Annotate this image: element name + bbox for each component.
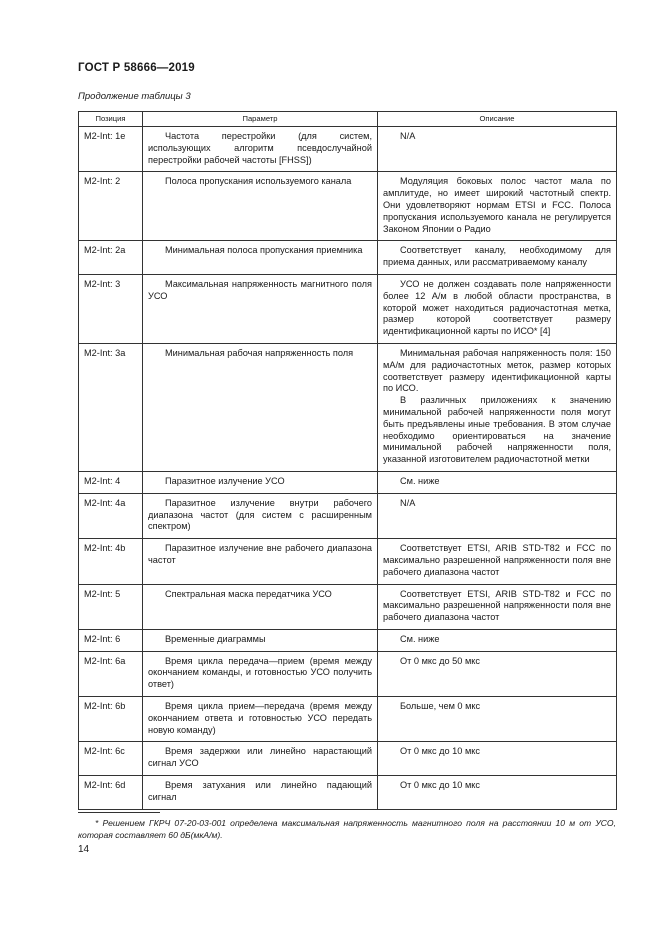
description-cell	[378, 742, 617, 776]
table-row	[79, 241, 617, 275]
parameter-cell: Минимальная полоса пропускания приемника	[143, 241, 378, 275]
parameter-cell: Время затухания или линейно падающий сигнал	[143, 776, 378, 810]
table-row	[79, 539, 617, 584]
table-row	[79, 629, 617, 651]
document-header: ГОСТ Р 58666—2019	[78, 62, 195, 74]
parameter-cell: Время цикла передача—прием (время между окончанием команды, и готовностью УСО получить ответ)	[143, 651, 378, 696]
table-row	[79, 493, 617, 538]
position-cell: M2-Int: 6c	[79, 742, 143, 776]
column-header-description: Описание	[378, 112, 617, 127]
table-row	[79, 651, 617, 696]
position-cell: M2-Int: 4a	[79, 493, 143, 538]
table-row	[79, 697, 617, 742]
table-row	[79, 274, 617, 343]
description-paragraph: УСО не должен создавать поле напряженности более 12 А/м в любой области пространства, в которой может находиться радиочастотная метка, размер которой соответствует размеру идентификационной карты по ИСО* [4]	[383, 278, 611, 337]
table-row	[79, 471, 617, 493]
spec-table	[78, 111, 617, 810]
description-cell	[378, 172, 617, 241]
description-cell	[378, 629, 617, 651]
description-paragraph: См. ниже	[400, 633, 440, 644]
description-paragraph: Модуляция боковых полос частот мала по амплитуде, но имеет широкий частотный спектр. Они удовлетворяют нормам ETSI и FCC. Полоса пропускания используемого канала не регулируется Законом Японии о Радио	[383, 176, 611, 234]
position-cell: M2-Int: 6a	[79, 651, 143, 696]
description-paragraph: От 0 мкс до 10 мкс	[400, 780, 480, 791]
footnote-divider	[78, 812, 160, 813]
description-paragraph: В различных приложениях к значению минимальной рабочей напряженности поля могут быть предъявлены иные требования. В этом случае необходимо ориентироваться на значение минимальной рабочей напряженности поля, указанной изготовителем радиочастотной метки	[383, 395, 611, 465]
description-paragraph: Соответствует ETSI, ARIB STD-T82 и FCC по максимально разрешенной напряженности поля вне рабочего диапазона частот	[383, 588, 611, 623]
parameter-cell: Время цикла прием—передача (время между окончанием ответа и готовностью УСО передать новую команду)	[143, 697, 378, 742]
parameter-cell: Время задержки или линейно нарастающий сигнал УСО	[143, 742, 378, 776]
description-cell	[378, 697, 617, 742]
parameter-cell: Максимальная напряженность магнитного поля УСО	[143, 274, 378, 343]
description-cell	[378, 776, 617, 810]
parameter-cell: Минимальная рабочая напряженность поля	[143, 343, 378, 471]
column-header-position: Позиция	[79, 112, 143, 127]
description-paragraph: Соответствует ETSI, ARIB STD-T82 и FCC по максимально разрешенной напряженности поля вне рабочего диапазона частот	[383, 543, 611, 577]
description-paragraph: См. ниже	[400, 475, 440, 486]
description-cell	[378, 343, 617, 471]
position-cell: M2-Int: 6	[79, 629, 143, 651]
position-cell: M2-Int: 1e	[79, 127, 143, 172]
position-cell: M2-Int: 2	[79, 172, 143, 241]
position-cell: M2-Int: 3a	[79, 343, 143, 471]
table-row	[79, 172, 617, 241]
footnote: * Решением ГКРЧ 07-20-03-001 определена максимальная напряженность магнитного поля на расстоянии 10 м от УСО, которая составляет 60 дБ(мкА/м).	[78, 818, 616, 840]
table-caption: Продолжение таблицы 3	[78, 91, 191, 102]
description-cell	[378, 584, 617, 629]
position-cell: M2-Int: 6d	[79, 776, 143, 810]
parameter-cell: Спектральная маска передатчика УСО	[143, 584, 378, 629]
description-cell	[378, 127, 617, 172]
table-row	[79, 584, 617, 629]
column-header-parameter: Параметр	[143, 112, 378, 127]
position-cell: M2-Int: 5	[79, 584, 143, 629]
parameter-cell: Паразитное излучение УСО	[143, 471, 378, 493]
description-cell	[378, 539, 617, 584]
table-row	[79, 776, 617, 810]
table-row	[79, 742, 617, 776]
parameter-cell: Паразитное излучение вне рабочего диапазона частот	[143, 539, 378, 584]
description-cell	[378, 651, 617, 696]
position-cell: M2-Int: 4b	[79, 539, 143, 584]
table-row	[79, 127, 617, 172]
page-number: 14	[78, 844, 90, 855]
position-cell: M2-Int: 2a	[79, 241, 143, 275]
parameter-cell: Частота перестройки (для систем, использующих алгоритм псевдослучайной перестройки рабочей частоты [FHSS])	[143, 127, 378, 172]
table-row	[79, 343, 617, 471]
description-cell	[378, 493, 617, 538]
description-paragraph: От 0 мкс до 50 мкс	[400, 655, 480, 666]
table-header-row	[79, 112, 617, 127]
description-cell	[378, 274, 617, 343]
position-cell: M2-Int: 6b	[79, 697, 143, 742]
description-paragraph: N/A	[400, 497, 416, 508]
description-paragraph: Больше, чем 0 мкс	[400, 701, 481, 712]
parameter-cell: Временные диаграммы	[143, 629, 378, 651]
description-paragraph: N/A	[400, 131, 416, 141]
position-cell: M2-Int: 4	[79, 471, 143, 493]
description-cell	[378, 241, 617, 275]
description-paragraph: Соответствует каналу, необходимому для приема данных, или рассматриваемому каналу	[383, 245, 611, 268]
description-cell	[378, 471, 617, 493]
parameter-cell: Паразитное излучение внутри рабочего диапазона частот (для систем с расширенным спектром)	[143, 493, 378, 538]
description-paragraph: От 0 мкс до 10 мкс	[400, 746, 480, 757]
position-cell: M2-Int: 3	[79, 274, 143, 343]
parameter-cell: Полоса пропускания используемого канала	[143, 172, 378, 241]
description-paragraph: Минимальная рабочая напряженность поля: 150 мА/м для радиочастотных меток, размер которых соответствует размеру идентификационной карты по ИСО.	[383, 347, 611, 394]
